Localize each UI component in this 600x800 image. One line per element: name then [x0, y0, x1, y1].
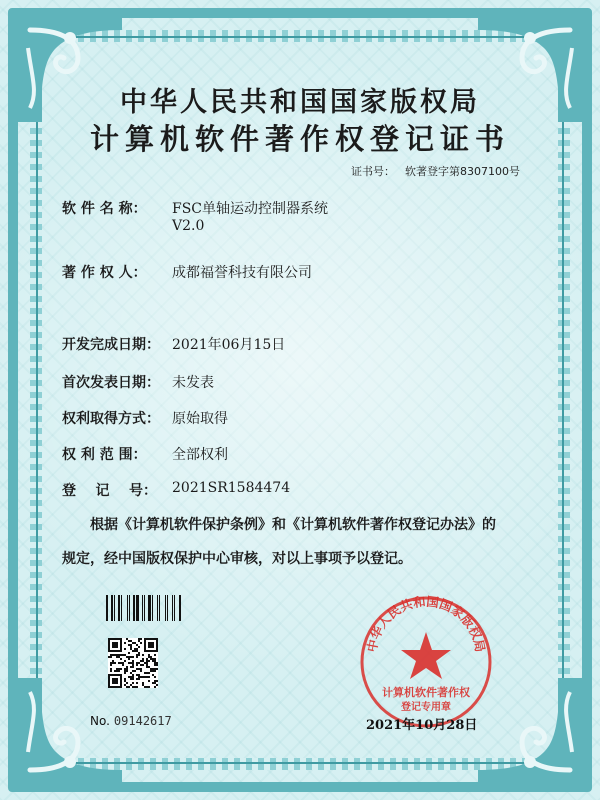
scope-label: 权 利 范 围： — [62, 447, 147, 463]
statement-line-1: 根据《计算机软件保护条例》和《计算机软件著作权登记办法》的 — [90, 517, 496, 533]
software-name-field — [62, 198, 328, 234]
registration-number-label: 登 记 号： — [62, 483, 157, 499]
completion-date-label: 开发完成日期： — [62, 337, 160, 353]
registration-number-field — [62, 480, 290, 500]
corner-ornament-icon — [8, 672, 128, 792]
seal-line-2: 登记专用章 — [401, 702, 451, 713]
owner-field — [62, 262, 312, 282]
acquisition-label: 权利取得方式： — [62, 411, 160, 427]
serial-number-value: 09142617 — [113, 714, 172, 728]
acquisition-field — [62, 408, 228, 428]
certificate-number-value: 软著登字第8307100号 — [405, 165, 520, 178]
serial-number — [90, 714, 172, 728]
certificate-number-label: 证书号： — [351, 165, 395, 178]
scope-value: 全部权利 — [172, 447, 228, 463]
owner-value: 成都福誉科技有限公司 — [172, 265, 312, 281]
software-name-value: FSC单轴运动控制器系统 — [172, 201, 329, 217]
completion-date-value: 2021年06月15日 — [172, 337, 286, 353]
first-publish-label: 首次发表日期： — [62, 375, 160, 391]
certificate-title: 计算机软件著作权登记证书 — [89, 122, 510, 156]
seal-line-1: 计算机软件著作权 — [382, 686, 470, 699]
qr-code-icon — [108, 638, 158, 688]
first-publish-field — [62, 372, 214, 392]
acquisition-value: 原始取得 — [172, 411, 228, 427]
software-version: V2.0 — [172, 218, 205, 234]
first-publish-value: 未发表 — [172, 375, 214, 391]
completion-date-field — [62, 334, 285, 354]
statement-line-2: 规定，经中国版权保护中心审核，对以上事项予以登记。 — [62, 551, 412, 567]
official-seal-icon — [356, 592, 496, 732]
software-name-label: 软 件 名 称： — [62, 201, 147, 217]
certificate-number — [351, 163, 520, 179]
registration-number-value: 2021SR1584474 — [172, 480, 291, 496]
issuer-heading: 中华人民共和国国家版权局 — [120, 87, 480, 118]
scope-field — [62, 444, 228, 464]
issue-date: 2021年10月28日 — [366, 718, 478, 733]
serial-number-label: No. — [90, 714, 110, 728]
barcode-icon — [106, 595, 182, 621]
seal-ring-text: 中华人民共和国国家版权局 — [363, 593, 489, 654]
owner-label: 著 作 权 人： — [62, 265, 147, 281]
statement-paragraph — [62, 508, 542, 576]
